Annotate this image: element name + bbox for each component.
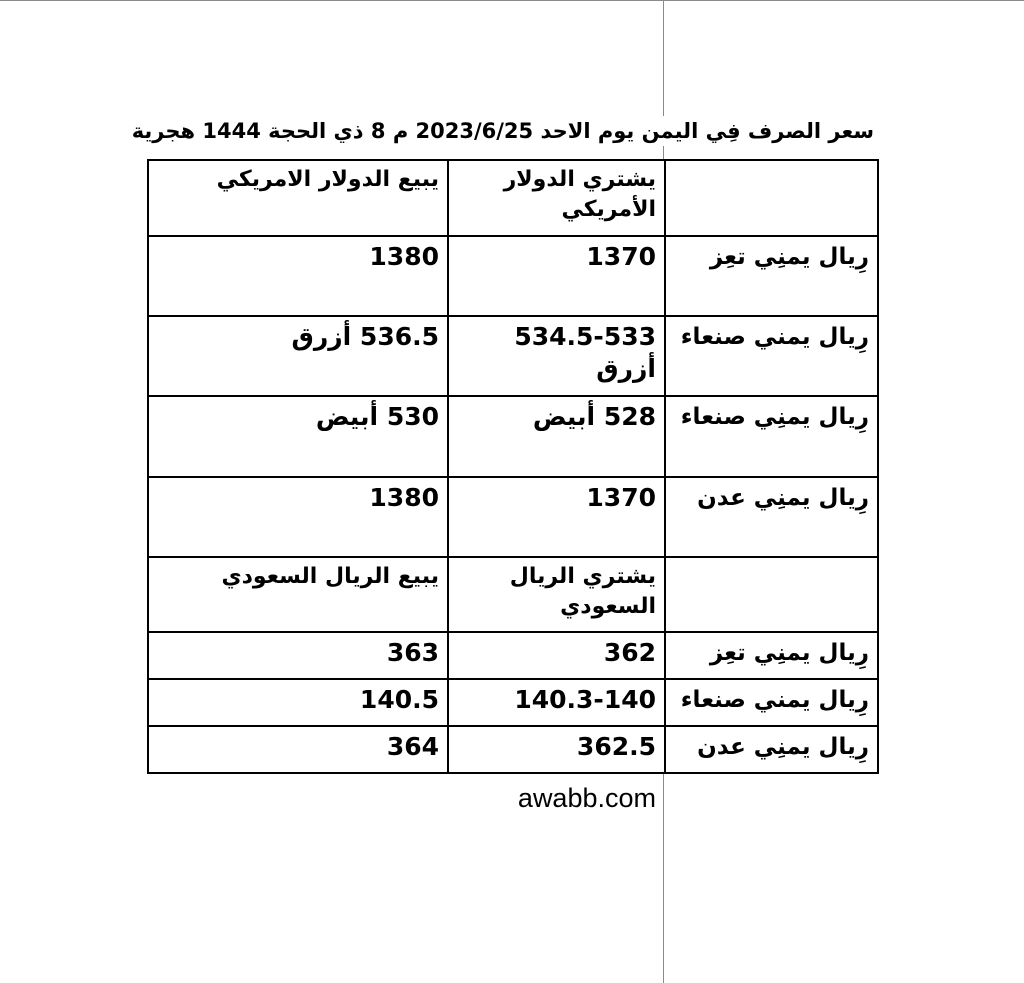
- usd-buy-header: يشتري الدولار الأمريكي: [448, 160, 665, 236]
- table-row: [148, 679, 878, 726]
- usd-buy-cell: 534.5-533 أزرق: [448, 316, 665, 396]
- sar-buy-cell: 362: [448, 632, 665, 679]
- table-row: [148, 236, 878, 316]
- table-row: [148, 316, 878, 396]
- sar-sell-cell: 364: [148, 726, 448, 773]
- sar-sell-cell: 363: [148, 632, 448, 679]
- usd-header-row: [148, 160, 878, 236]
- table-row: [148, 632, 878, 679]
- sar-buy-cell: 362.5: [448, 726, 665, 773]
- table-row: [148, 396, 878, 477]
- currency-label-cell: رِيال يمنِي تعِز: [665, 632, 878, 679]
- usd-sell-cell: 530 أبيض: [148, 396, 448, 477]
- usd-sell-cell: 536.5 أزرق: [148, 316, 448, 396]
- sar-sell-cell: 140.5: [148, 679, 448, 726]
- sar-buy-cell: 140.3-140: [448, 679, 665, 726]
- usd-sell-cell: 1380: [148, 477, 448, 557]
- usd-sell-cell: 1380: [148, 236, 448, 316]
- currency-label-cell: رِيال يمنِي عدن: [665, 477, 878, 557]
- currency-label-cell: رِيال يمنِي عدن: [665, 726, 878, 773]
- usd-buy-cell: 1370: [448, 236, 665, 316]
- exchange-rate-table: [147, 159, 879, 774]
- usd-empty-header: [665, 160, 878, 236]
- source-website: awabb.com: [517, 783, 656, 813]
- usd-buy-cell: 1370: [448, 477, 665, 557]
- sar-sell-header: يبيع الريال السعودي: [148, 557, 448, 632]
- sar-buy-header: يشتري الريال السعودي: [448, 557, 665, 632]
- sar-header-row: [148, 557, 878, 632]
- currency-label-cell: رِيال يمني صنعاء: [665, 679, 878, 726]
- top-border: [0, 0, 1024, 1]
- document-title: سعر الصرف فِي اليمن يوم الاحد 2023/6/25 م 8 ذي الحجة 1444 هجرية: [140, 116, 874, 146]
- currency-label-cell: رِيال يمنِي تعِز: [665, 236, 878, 316]
- usd-sell-header: يبيع الدولار الامريكي: [148, 160, 448, 236]
- currency-label-cell: رِيال يمنِي صنعاء: [665, 396, 878, 477]
- table-row: [148, 726, 878, 773]
- table-row: [148, 477, 878, 557]
- usd-buy-cell: 528 أبيض: [448, 396, 665, 477]
- sar-empty-header: [665, 557, 878, 632]
- currency-label-cell: رِيال يمني صنعاء: [665, 316, 878, 396]
